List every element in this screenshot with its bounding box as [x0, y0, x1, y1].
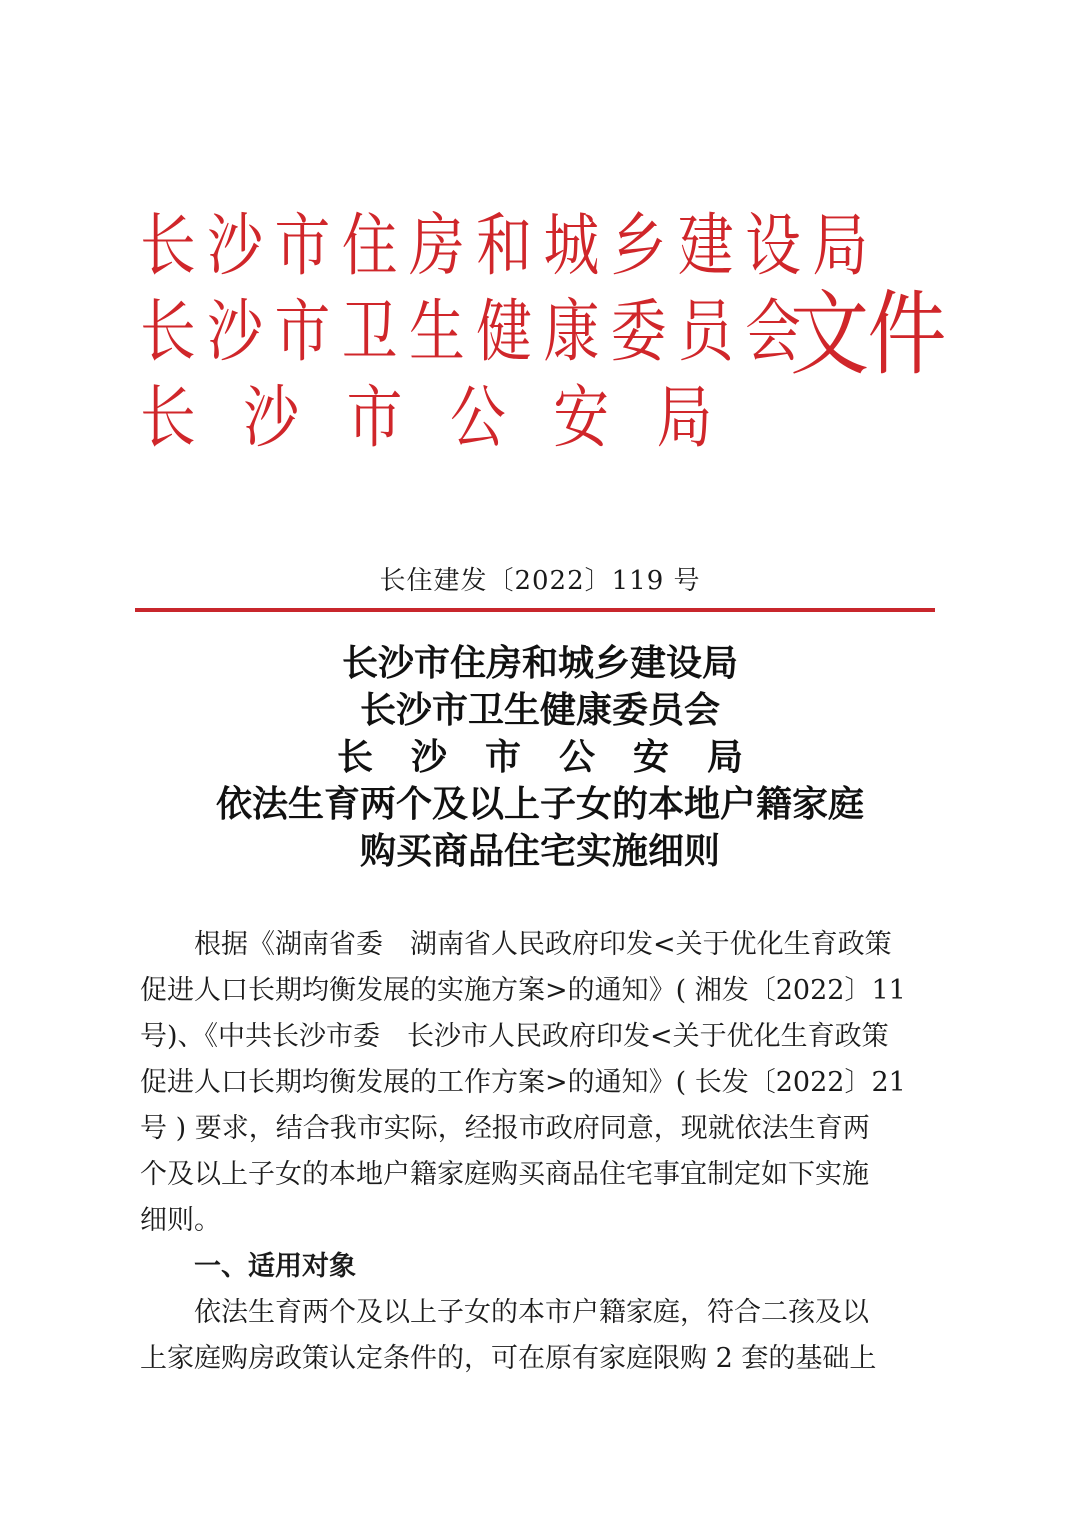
red-divider-line	[135, 608, 935, 612]
body-line: 促进人口长期均衡发展的工作方案>的通知》( 长发〔2022〕21	[140, 1067, 906, 1098]
letterhead-agency-housing: 长沙市住房和城乡建设局	[140, 207, 880, 286]
title-line-health: 长沙市卫生健康委员会	[359, 689, 720, 731]
document-number: 长住建发〔2022〕119 号	[379, 566, 701, 596]
letterhead-document-suffix: 文件	[790, 281, 945, 388]
body-line: 号 ) 要求，结合我市实际，经报市政府同意，现就依法生育两	[140, 1113, 870, 1144]
body-line: 促进人口长期均衡发展的实施方案>的通知》( 湘发〔2022〕11	[140, 975, 906, 1006]
intro-paragraph	[140, 922, 940, 1244]
body-line: 细则。	[140, 1205, 221, 1236]
letterhead-agency-police: 长沙市公安局	[140, 379, 760, 458]
document-title	[0, 640, 1080, 875]
section-heading-applicable-objects: 一、适用对象	[194, 1251, 356, 1282]
title-line-housing: 长沙市住房和城乡建设局	[341, 642, 738, 684]
letterhead-agency-health: 长沙市卫生健康委员会	[140, 293, 813, 372]
document-body	[140, 922, 940, 1382]
title-line-subject-2: 购买商品住宅实施细则	[359, 830, 720, 872]
body-line: 个及以上子女的本地户籍家庭购买商品住宅事宜制定如下实施	[140, 1159, 869, 1190]
body-line: 上家庭购房政策认定条件的，可在原有家庭限购 2 套的基础上	[140, 1343, 877, 1374]
body-line: 依法生育两个及以上子女的本市户籍家庭，符合二孩及以	[194, 1297, 869, 1328]
red-letterhead	[140, 200, 945, 480]
title-line-subject-1: 依法生育两个及以上子女的本地户籍家庭	[215, 783, 864, 825]
title-line-police: 长沙市公安局	[336, 736, 781, 778]
body-line: 根据《湖南省委 湖南省人民政府印发<关于优化生育政策	[194, 929, 892, 960]
body-line: 号)、《中共长沙市委 长沙市人民政府印发<关于优化生育政策	[140, 1021, 889, 1052]
section-1-paragraph	[140, 1290, 940, 1382]
